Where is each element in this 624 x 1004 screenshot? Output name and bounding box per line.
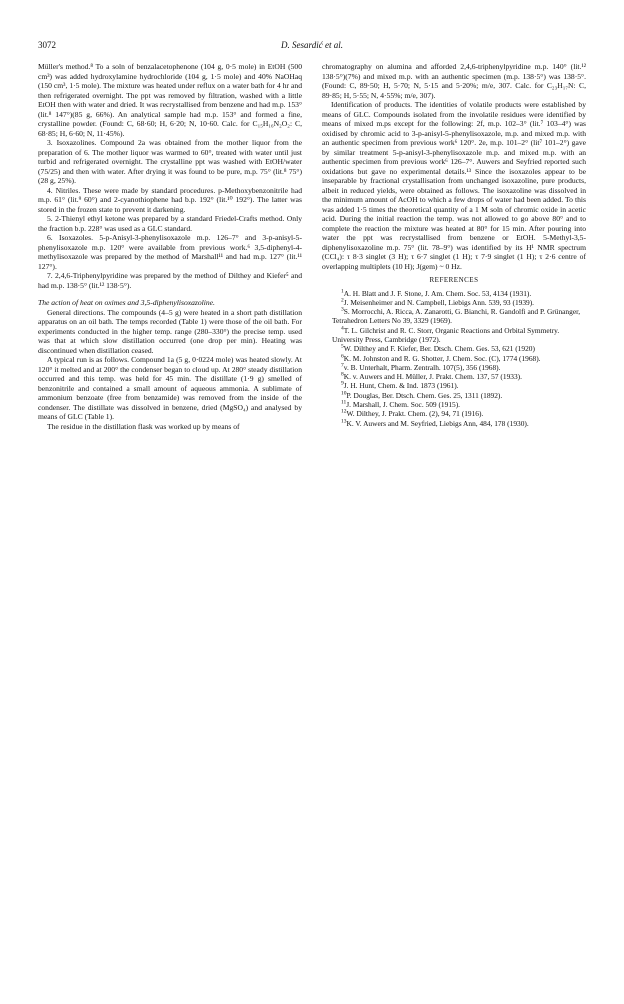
reference-number: 12 <box>341 408 347 415</box>
reference-item <box>322 354 586 363</box>
reference-text: K. V. Auwers and M. Seyfried, Liebigs Ann, 484, 178 (1930). <box>346 418 529 428</box>
reference-number: 1 <box>341 288 344 295</box>
paragraph-triphenylpyridine: 7. 2,4,6-Triphenylpyridine was prepared by the method of Dilthey and Kiefer⁵ and had m.p. 138·5° (lit.¹² 138·5°). <box>38 271 302 290</box>
paragraph-general-directions: General directions. The compounds (4–5 g) were heated in a short path distillation apparatus on an oil bath. The temps recorded (Table 1) were those of the oil bath. For experiments conducted in the higher temp. range (280–330°) the precise temp. used was that at which slow distillation occurred (one drop per min). Heating was discontinued when distillation ceased. <box>38 307 302 355</box>
reference-text: A. H. Blatt and J. F. Stone, J. Am. Chem. Soc. 53, 4134 (1931). <box>343 288 532 298</box>
right-column <box>322 62 586 428</box>
reference-number: 10 <box>341 390 347 397</box>
reference-text: S. Morrocchi, A. Ricca, A. Zanarotti, G. Bianchi, R. Gandolfi and P. Grünanger, Tetrahedron Letters No 39, 3329 (1969). <box>332 307 581 326</box>
paragraph-mueller-method: Müller's method.⁸ To a soln of benzalacetophenone (104 g, 0·5 mole) in EtOH (500 cm³) was added hydroxylamine hydrochloride (104 g, 1·5 mole) and 40% NaOHaq (150 cm³, 1·5 mole). The mixture was heated under reflux on a water bath for 4 hr and then refrigerated overnight. The ppt was removed by filtration, washed with a little EtOH then with water and dried. It was recrystallised from benzene and had m.p. 153° (lit.⁸ 147°)(85 g, 66%). An analytical sample had m.p. 153° and formed a fine, crystalline powder. (Found: C, 68·60; H, 6·20; N, 10·60. Calc. for C₁₅H₁₆N₂O₂: C, 68·85; H, 6·60; N, 11·45%). <box>38 62 302 138</box>
paragraph-isoxazolines: 3. Isoxazolines. Compound 2a was obtained from the mother liquor from the preparation of 6. The mother liquor was warmed to 60°, treated with water until just turbid and refrigerated overnight. The crystalline ppt was washed with EtOH/water (75/25) and then with water. After drying it was found to be pure, m.p. 75° (lit.⁸ 75°) (28 g, 25%). <box>38 138 302 185</box>
reference-text: J. Marshall, J. Chem. Soc. 509 (1915). <box>346 400 461 410</box>
reference-item <box>322 400 586 409</box>
reference-number: 8 <box>341 371 344 378</box>
reference-text: P. Douglas, Ber. Dtsch. Chem. Ges. 25, 1311 (1892). <box>346 390 503 400</box>
reference-item <box>322 363 586 372</box>
reference-item <box>322 381 586 390</box>
paragraph-thienyl-ketone: 5. 2-Thienyl ethyl ketone was prepared by a standard Friedel-Crafts method. Only the fraction b.p. 228° was used as a GLC standard. <box>38 214 302 233</box>
reference-item <box>322 326 586 345</box>
reference-number: 13 <box>341 418 347 425</box>
reference-item <box>322 344 586 353</box>
reference-text: W. Dilthey and F. Kiefer, Ber. Dtsch. Chem. Ges. 53, 621 (1920) <box>343 344 535 354</box>
page-number: 3072 <box>38 40 56 50</box>
paragraph-residue: The residue in the distillation flask was worked up by means of <box>47 421 240 431</box>
reference-text: K. v. Auwers and H. Müller, J. Prakt. Chem. 137, 57 (1933). <box>343 372 522 382</box>
reference-text: J. H. Hunt, Chem. & Ind. 1873 (1961). <box>343 381 459 391</box>
reference-item <box>322 289 586 298</box>
page-header <box>38 40 586 54</box>
reference-text: T. L. Gilchrist and R. C. Storr, Organic Reactions and Orbital Symmetry. University Press, Cambridge (1972). <box>332 325 560 344</box>
references-title: REFERENCES <box>429 276 479 284</box>
paragraph-typical-run: A typical run is as follows. Compound 1a (5 g, 0·0224 mole) was heated slowly. At 120° it melted and at 200° the condenser began to cloud up. At 280° steady distillation occurred and this temp. was held for 45 min. The distillate (1·9 g) smelled of benzonitrile and contained a small amount of aqueous ammonia. A sublimate of ammonium benzoate (free from benzamide) was removed from the inside of the condenser. The distillate was dissolved in benzene, dried (MgSO₄) and analysed by means of GLC (Table 1). <box>38 355 302 421</box>
reference-item <box>322 307 586 326</box>
paragraph-isoxazoles: 6. Isoxazoles. 5-p-Anisyl-3-phenylisoxazole m.p. 126–7° and 3-p-anisyl-5-phenylisoxazole m.p. 120° were available from previous work.⁶ 3,5-diphenyl-4-methylisoxazole was prepared by the method of Marshall¹¹ and had m.p. 127° (lit.¹¹ 127°). <box>38 233 302 271</box>
reference-number: 3 <box>341 306 344 313</box>
running-title: D. Sesardić et al. <box>281 40 343 50</box>
reference-number: 7 <box>341 362 344 369</box>
reference-text: W. Dilthey, J. Prakt. Chem. (2), 94, 71 (1916). <box>346 409 484 419</box>
reference-number: 6 <box>341 353 344 360</box>
reference-text: v. B. Unterhalt, Pharm. Zentralh. 107(5), 356 (1968). <box>343 362 501 372</box>
section-title: The action of heat on oximes and 3,5-diphenylisoxazoline. <box>38 298 215 307</box>
reference-item <box>322 391 586 400</box>
reference-item <box>322 419 586 428</box>
reference-text: J. Meisenheimer and N. Campbell, Liebigs Ann. 539, 93 (1939). <box>343 297 535 307</box>
paragraph-chromatography: chromatography on alumina and afforded 2,4,6-triphenylpyridine m.p. 140° (lit.¹² 138·5°)(7%) and mixed m.p. with an authentic specimen (m.p. 138·5°) was 138·5°. (Found: C, 89·50; H, 5·70; N, 5·15 and 5·20%; m/e, 307. Calc. for C₂₃H₁₇N: C, 89·85; H, 5·55; N, 4·55%; m/e, 307). <box>322 62 586 100</box>
reference-item <box>322 409 586 418</box>
paragraph-identification: Identification of products. The identities of volatile products were established by means of GLC. Compounds isolated from the involatile residues were identified by means of mixed m.ps except for the following: 2f, m.p. 102–3° (lit.⁷ 103–4°) was oxidised by chromic acid to 3-p-anisyl-5-phenylisoxazole, m.p. and mixed m.p. with an authentic specimen from previous work⁶ 120°. 2e, m.p. 101–2° (lit⁷ 101–2°) gave by similar treatment 5-p-anisyl-3-phenylisoxazole m.p. and mixed m.p. with an authentic specimen from previous work⁶ 126–7°. Auwers and Seyfried reported such oxidations but gave no experimental details.¹³ Since the isoxazoles appear to be inseparable by fractional crystallisation from unchanged isoxazoline, pure products, albeit in reduced yields, were obtained as follows. The isoxazoline was dissolved in the minimum amount of AcOH to which a few drops of water had been added. To this was added 1·5 times the theoretical quantity of a 1 M soln of chromic oxide in acetic acid. During the initial reaction the temp. was not allowed to go above 80° and to complete the reaction the mixture was heated at 80° for 15 min. After pouring into water the ppt was recrystallised from benzene or EtOH. 5-Methyl-3,5-diphenylisoxazoline m.p. 75° (lit. 78–9°) was identified by its H¹ NMR spectrum (CCl₄): τ 8·3 singlet (3 H); τ 6·7 singlet (1 H); τ 7·9 singlet (1 H); τ 2·6 centre of overlapping multiplets (10 H); J(gem) ~ 0 Hz. <box>322 100 586 271</box>
section-gap <box>38 290 302 294</box>
reference-text: K. M. Johnston and R. G. Shotter, J. Chem. Soc. (C), 1774 (1968). <box>343 353 541 363</box>
paragraph-nitriles: 4. Nitriles. These were made by standard procedures. p-Methoxybenzonitrile had m.p. 61° (lit.⁹ 60°) and 2-cyanothiophene had b.p. 192° (lit.¹⁰ 192°). The latter was stored in the frozen state to prevent it darkening. <box>38 185 302 214</box>
reference-number: 2 <box>341 297 344 304</box>
reference-item <box>322 298 586 307</box>
reference-number: 5 <box>341 343 344 350</box>
reference-number: 4 <box>341 325 344 332</box>
reference-number: 11 <box>341 399 347 406</box>
references-list <box>322 289 586 428</box>
reference-number: 9 <box>341 381 344 387</box>
left-column <box>38 62 302 431</box>
